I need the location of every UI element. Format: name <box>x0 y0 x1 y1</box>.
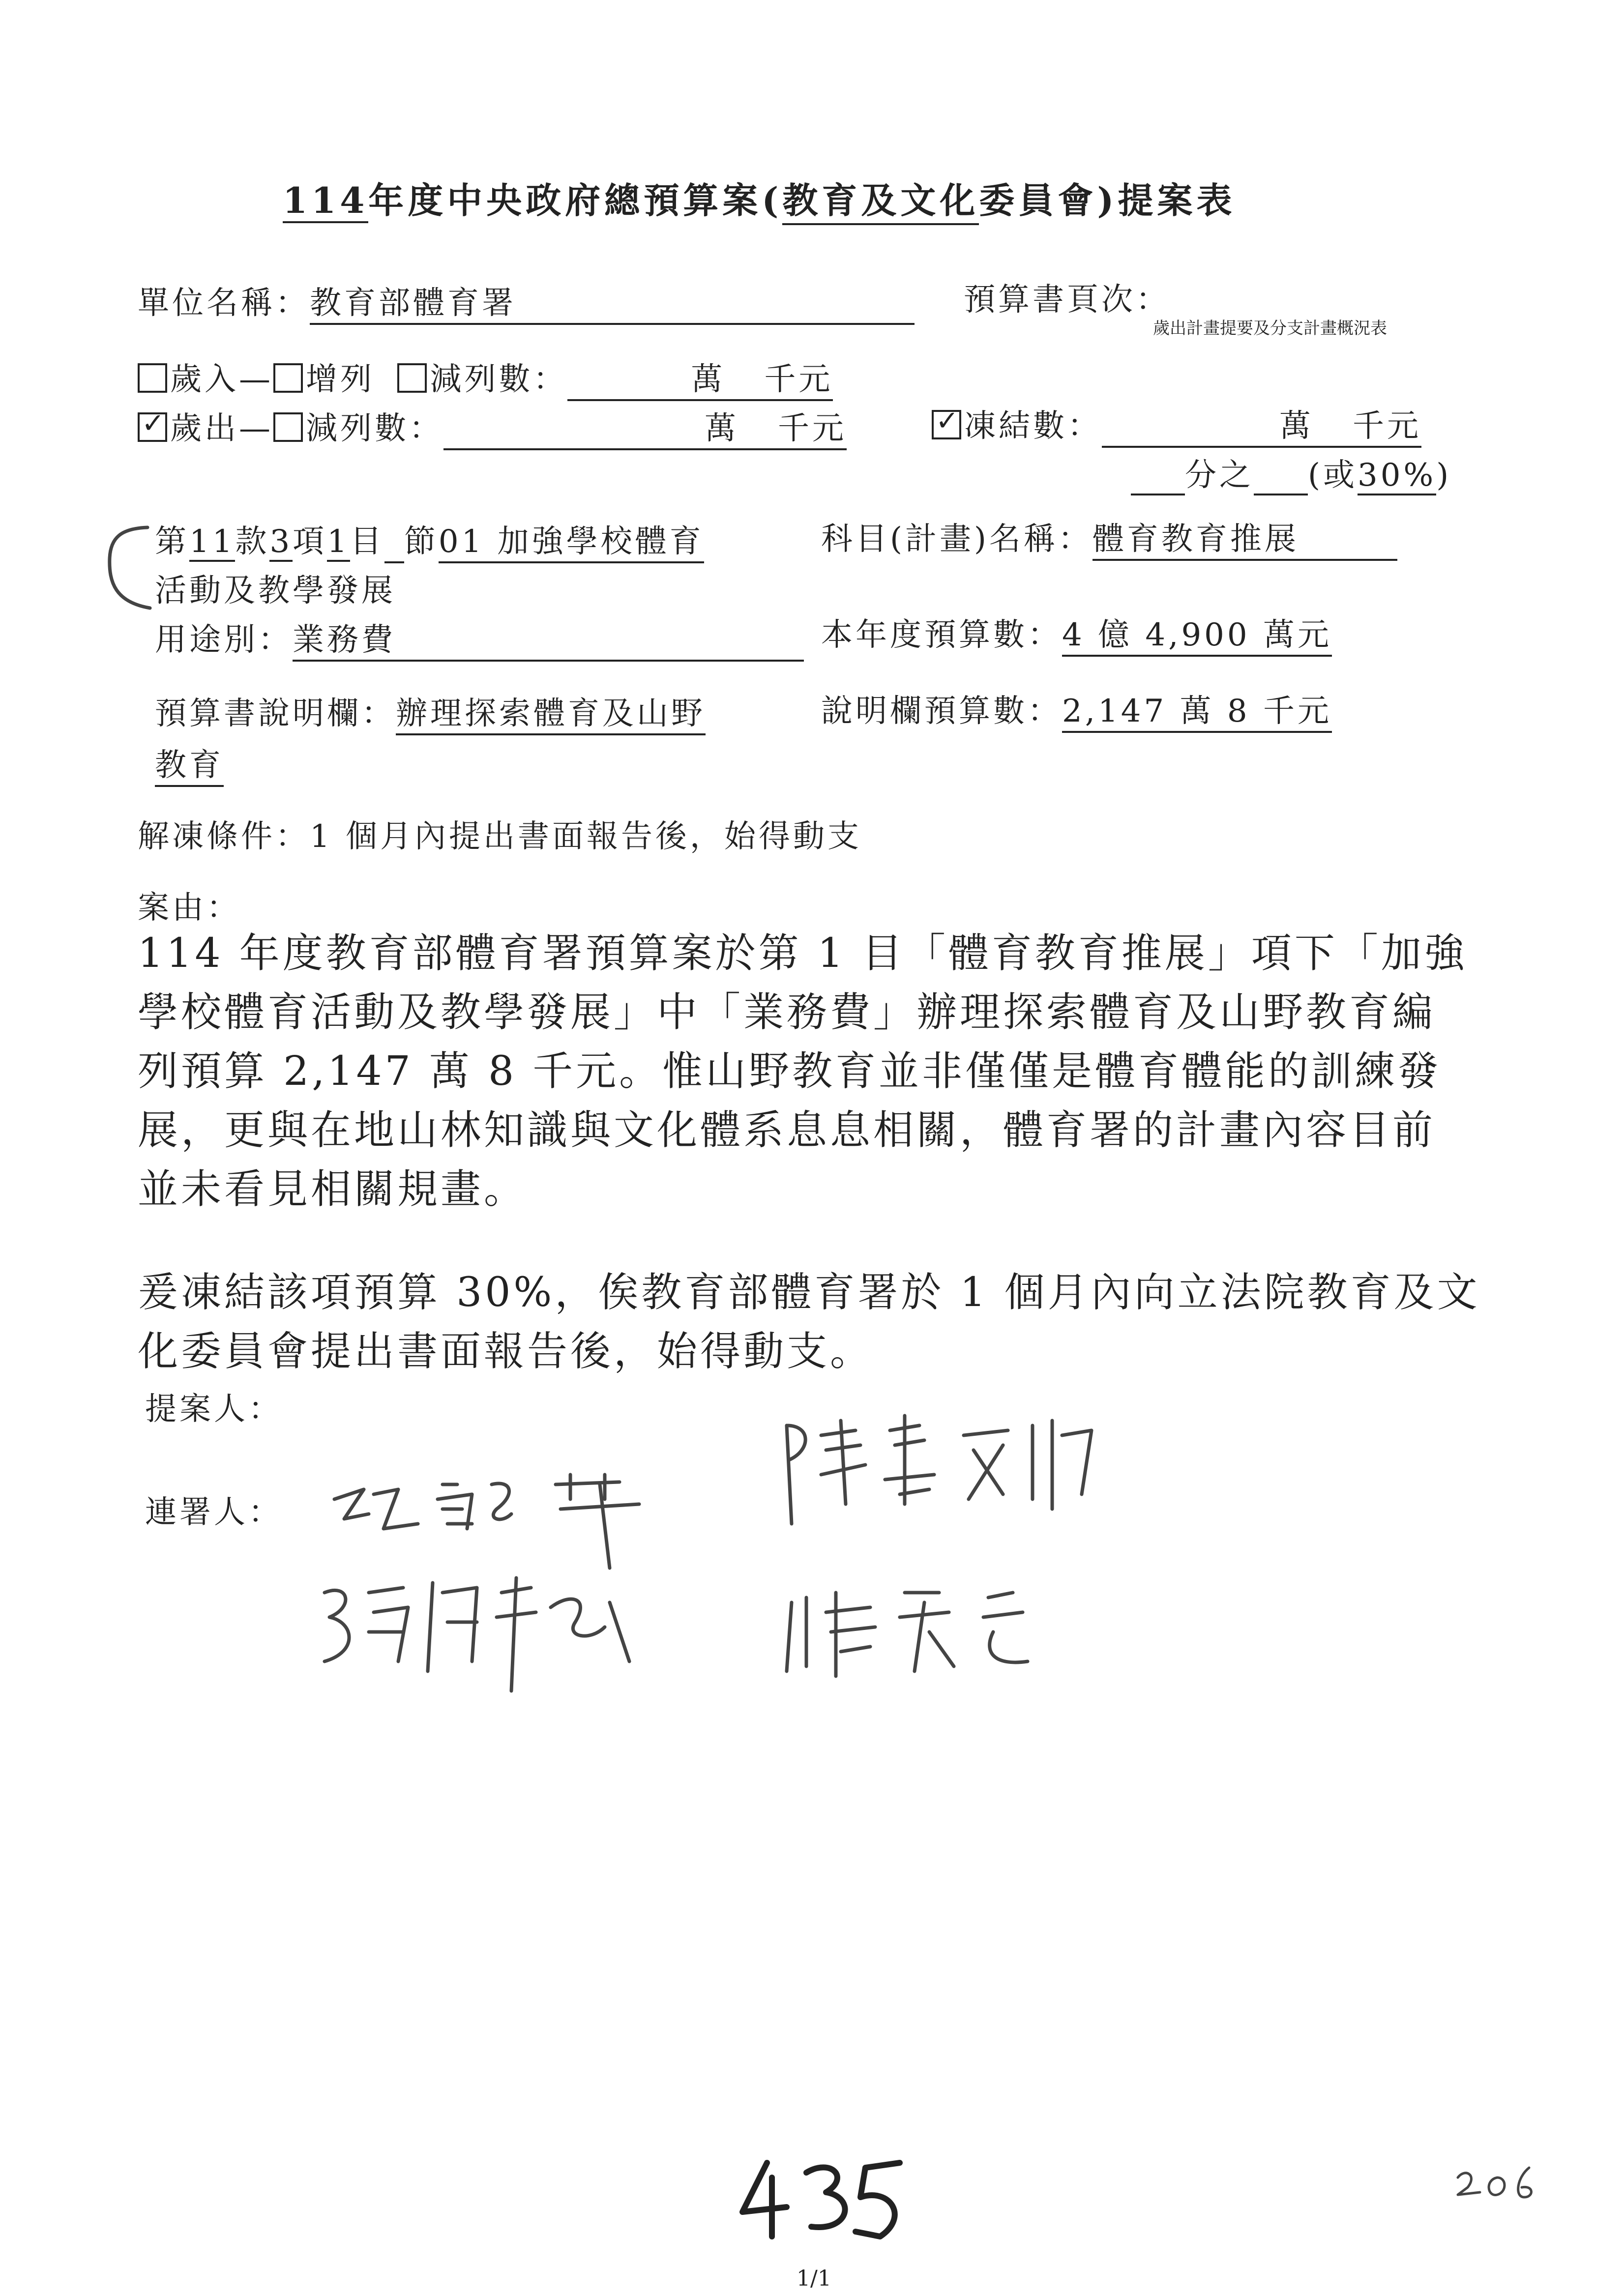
reason-label: 案由： <box>138 890 241 926</box>
expenditure-checkbox[interactable] <box>138 412 167 442</box>
unit-label: 單位名稱： <box>138 285 310 321</box>
mu-number: 1 <box>327 523 350 562</box>
handwritten-corner-number <box>1450 2158 1549 2207</box>
denominator-blank <box>1254 464 1308 495</box>
mu-label: 目 <box>350 523 384 560</box>
freeze-percent: 30% <box>1358 457 1436 495</box>
exp-decrease-label: 減列數： <box>306 410 443 447</box>
reason-line: 並未看見相關規畫。 <box>138 1166 528 1213</box>
subject-row <box>821 514 1397 561</box>
handwritten-signature-2 <box>777 1406 1121 1534</box>
decision-body <box>138 1263 1480 1381</box>
reason-line: 列預算 2,147 萬 8 千元。惟山野教育並非僅僅是體育體能的訓練發 <box>138 1048 1442 1095</box>
footer-page-count: 1/1 <box>797 2266 831 2291</box>
desc-value-line1: 辦理探索體育及山野 <box>396 688 706 735</box>
decrease-checkbox[interactable] <box>397 363 427 393</box>
freeze-wan: 萬 <box>1279 408 1314 444</box>
freeze-qian: 千元 <box>1353 408 1421 444</box>
desc-budget-row <box>821 686 1332 733</box>
unfreeze-condition: 解凍條件：1 個月內提出書面報告後，始得動支 <box>138 818 862 855</box>
budget-row <box>821 610 1332 657</box>
xiang-label: 項 <box>293 523 327 560</box>
freeze-row <box>932 401 1421 448</box>
bracket-mark <box>101 519 155 617</box>
item-name-line2: 活動及教學發展 <box>155 573 396 609</box>
title-year: 114 <box>283 179 368 223</box>
reason-body <box>138 924 1468 1219</box>
cosigner-label: 連署人： <box>145 1494 283 1531</box>
revenue-wan: 萬 <box>691 361 726 398</box>
reason-line: 學校體育活動及教學發展」中「業務費」辦理探索體育及山野教育編 <box>138 989 1436 1036</box>
jie-blank <box>384 532 404 563</box>
or-label: (或 <box>1308 457 1358 494</box>
xiang-number: 3 <box>269 523 293 562</box>
item-name-line1: 01 加強學校體育 <box>439 516 704 563</box>
title-part2: 委員會)提案表 <box>979 179 1236 221</box>
desc-row <box>155 688 706 735</box>
decrease-label: 減列數： <box>430 361 568 398</box>
handwritten-page-number <box>733 2148 919 2246</box>
exp-qian: 千元 <box>778 410 847 447</box>
page-label: 預算書頁次： <box>964 282 1170 318</box>
page-note: 歲出計畫提要及分支計畫概況表 <box>1153 319 1387 338</box>
handwritten-signature-1 <box>325 1455 698 1573</box>
budget-value: 4 億 4,900 萬元 <box>1062 610 1332 657</box>
increase-label: 增列 <box>306 361 375 398</box>
item-row <box>155 516 704 563</box>
desc-value-line2-text: 教育 <box>155 740 224 787</box>
exp-amount-blank <box>443 403 847 450</box>
fraction-row <box>1131 450 1451 495</box>
revenue-row <box>138 354 833 401</box>
exp-decrease-checkbox[interactable] <box>273 412 303 442</box>
desc-value-line2 <box>155 740 224 787</box>
usage-value: 業務費 <box>293 614 804 662</box>
numerator-blank <box>1131 464 1185 495</box>
expenditure-label: 歲出— <box>170 410 273 447</box>
fraction-label: 分之 <box>1185 457 1254 494</box>
desc-label: 預算書說明欄： <box>155 696 396 732</box>
title-committee: 教育及文化 <box>782 172 979 225</box>
desc-budget-value: 2,147 萬 8 千元 <box>1062 686 1332 733</box>
usage-row <box>155 614 804 662</box>
freeze-checkbox[interactable] <box>932 410 961 439</box>
jie-label: 節 <box>404 523 439 560</box>
subject-value: 體育教育推展 <box>1093 514 1397 561</box>
close-paren: ) <box>1436 457 1452 494</box>
decision-line: 爰凍結該項預算 30%，俟教育部體育署於 1 個月內向立法院教育及文 <box>138 1269 1480 1316</box>
revenue-checkbox[interactable] <box>138 363 167 393</box>
expenditure-row <box>138 403 847 450</box>
desc-budget-label: 說明欄預算數： <box>821 693 1062 729</box>
usage-label: 用途別： <box>155 622 293 658</box>
increase-checkbox[interactable] <box>273 363 303 393</box>
reason-line: 展，更與在地山林知識與文化體系息息相關，體育署的計畫內容目前 <box>138 1107 1436 1154</box>
page-title <box>283 172 1236 225</box>
revenue-qian: 千元 <box>764 361 833 398</box>
subject-label: 科目(計畫)名稱： <box>821 521 1093 557</box>
budget-label: 本年度預算數： <box>821 617 1062 653</box>
kuan-label: 款 <box>235 523 270 560</box>
freeze-amount-blank <box>1102 401 1421 448</box>
exp-wan: 萬 <box>704 410 739 447</box>
unit-value: 教育部體育署 <box>310 278 915 325</box>
handwritten-signature-4 <box>777 1573 1092 1686</box>
kuan-prefix: 第 <box>155 523 189 560</box>
kuan-number: 11 <box>189 523 235 562</box>
title-part1: 年度中央政府總預算案( <box>368 179 783 221</box>
revenue-label: 歲入— <box>170 361 273 398</box>
revenue-amount-blank <box>567 354 833 401</box>
handwritten-signature-3 <box>315 1563 669 1701</box>
reason-line: 114 年度教育部體育署預算案於第 1 目「體育教育推展」項下「加強 <box>138 930 1468 977</box>
proposer-label: 提案人： <box>145 1391 283 1427</box>
unit-row <box>138 278 915 325</box>
freeze-label: 凍結數： <box>964 408 1102 444</box>
decision-line: 化委員會提出書面報告後，始得動支。 <box>138 1328 874 1375</box>
